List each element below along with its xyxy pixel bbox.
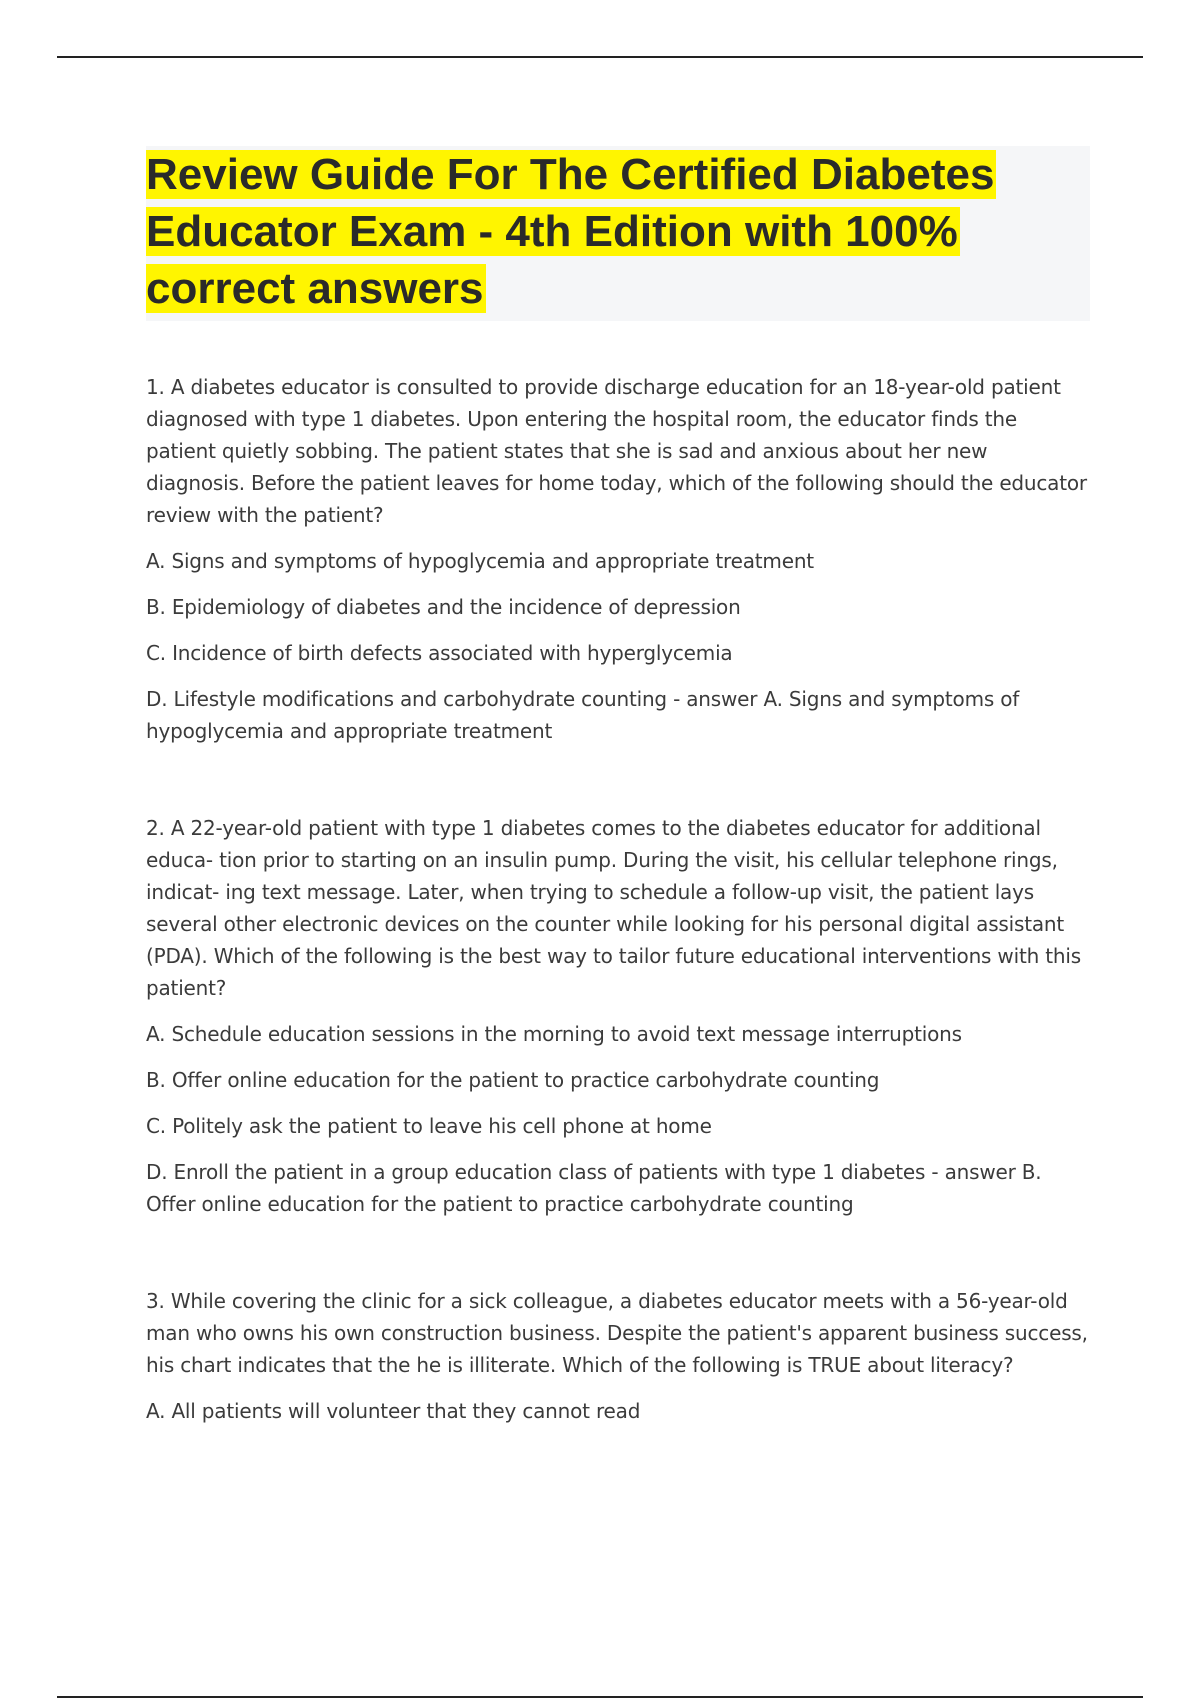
question-3-option-a: A. All patients will volunteer that they cannot read — [146, 1399, 641, 1423]
document-body — [146, 146, 1090, 1427]
question-3: 3. While covering the clinic for a sick colleague, a diabetes educator meets with a 56-year-old man who owns his own construction business. Despite the patient's apparent business success, his chart indicates that the he is illiterate. Which of the following is TRUE about literacy? — [146, 1289, 1088, 1377]
question-1: 1. A diabetes educator is consulted to provide discharge education for an 18-year-old patient diagnosed with type 1 diabetes. Upon entering the hospital room, the educator finds the patient quietly sobbing. The patient states that she is sad and anxious about her new diagnosis. Before the patient leaves for home today, which of the following should the educator review with the patient? — [146, 375, 1087, 527]
title-highlight: Review Guide For The Certified Diabetes Educator Exam - 4th Edition with 100% correct answers — [146, 150, 995, 313]
question-1-option-b: B. Epidemiology of diabetes and the incidence of depression — [146, 595, 741, 619]
question-1-option-c: C. Incidence of birth defects associated with hyperglycemia — [146, 641, 733, 665]
bottom-rule — [57, 1696, 1143, 1698]
document-title — [146, 146, 1090, 317]
question-1-option-a: A. Signs and symptoms of hypoglycemia and appropriate treatment — [146, 549, 814, 573]
question-2-option-c: C. Politely ask the patient to leave his cell phone at home — [146, 1114, 712, 1138]
top-rule — [57, 56, 1143, 58]
question-2-option-b: B. Offer online education for the patient to practice carbohydrate counting — [146, 1068, 880, 1092]
question-2: 2. A 22-year-old patient with type 1 diabetes comes to the diabetes educator for additional educa- tion prior to starting on an insulin pump. During the visit, his cellular telephone rings, indicat- ing text message. Later, when trying to schedule a follow-up visit, the patient lays several other electronic devices on the counter while looking for his personal digital assistant (PDA). Which of the following is the best way to tailor future educational interventions with this patient? — [146, 816, 1081, 1000]
question-2-option-d-answer: D. Enroll the patient in a group education class of patients with type 1 diabetes - answer B. Offer online education for the patient to practice carbohydrate counting — [146, 1160, 1042, 1216]
question-1-option-d-answer: D. Lifestyle modifications and carbohydrate counting - answer A. Signs and symptoms of hypoglycemia and appropriate treatment — [146, 687, 1020, 743]
title-block — [146, 146, 1090, 321]
question-2-option-a: A. Schedule education sessions in the morning to avoid text message interruptions — [146, 1022, 962, 1046]
